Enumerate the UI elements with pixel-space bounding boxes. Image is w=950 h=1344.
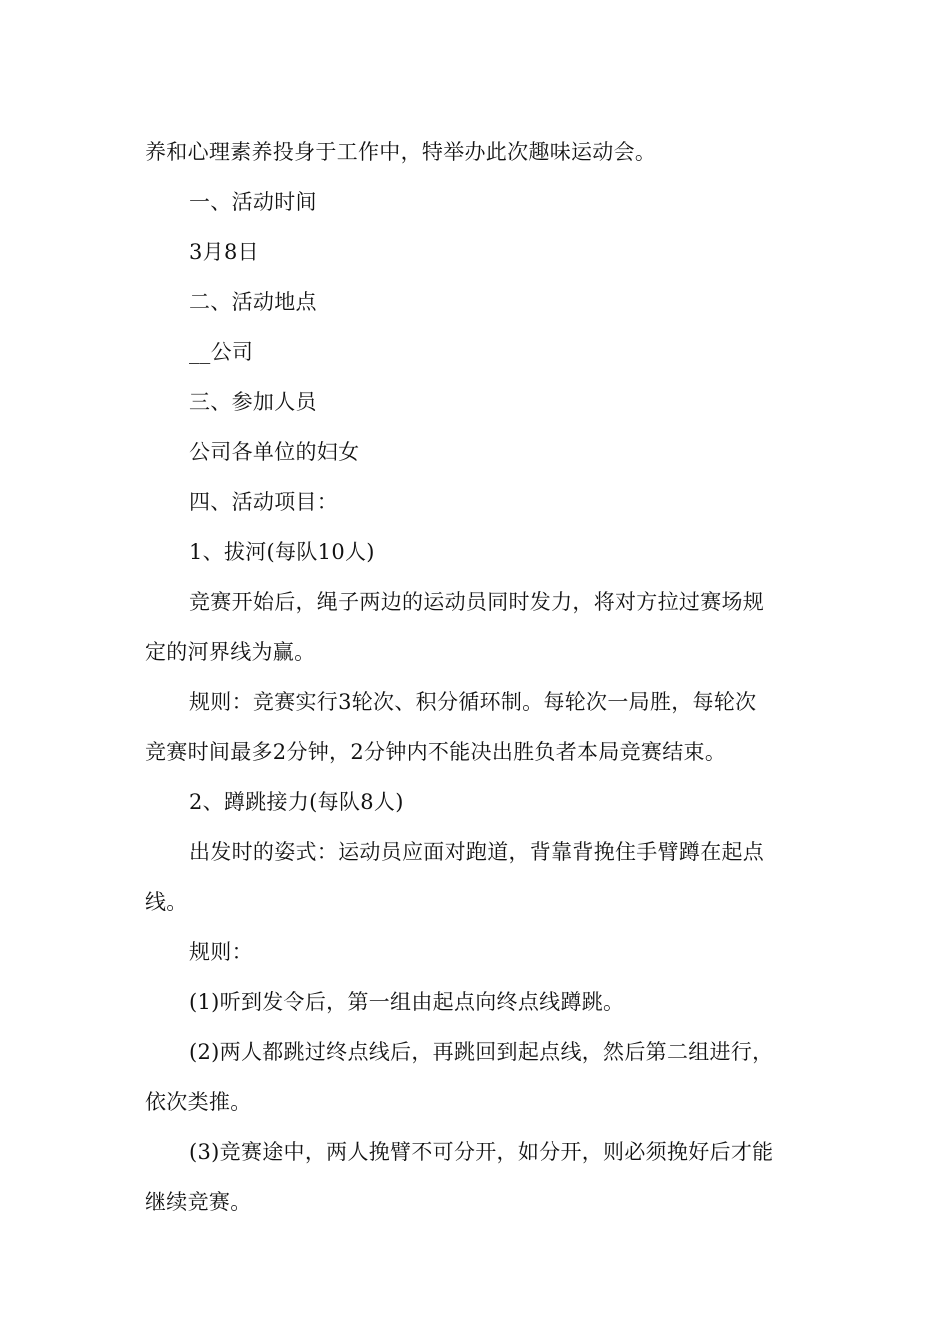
paragraph-line: 3月8日	[189, 240, 259, 264]
list-item: (2)两人都跳过终点线后，再跳回到起点线，然后第二组进行，	[189, 1040, 774, 1064]
paragraph-line: 继续竞赛。	[145, 1190, 252, 1214]
section-heading-time: 一、活动时间	[189, 190, 317, 214]
paragraph-line: __公司	[189, 340, 254, 364]
subheading-tug-of-war: 1、拔河(每队10人)	[189, 540, 375, 564]
section-heading-location: 二、活动地点	[189, 290, 317, 314]
paragraph-line: 养和心理素养投身于工作中，特举办此次趣味运动会。	[145, 140, 657, 164]
list-item: (1)听到发令后，第一组由起点向终点线蹲跳。	[189, 990, 625, 1014]
paragraph-line: 依次类推。	[145, 1090, 252, 1114]
paragraph-line: 竞赛开始后，绳子两边的运动员同时发力，将对方拉过赛场规	[189, 590, 765, 614]
paragraph-line: 规则：	[189, 940, 253, 964]
section-heading-events: 四、活动项目：	[189, 490, 339, 514]
subheading-squat-jump-relay: 2、蹲跳接力(每队8人)	[189, 790, 404, 814]
document-body	[145, 127, 810, 1227]
paragraph-line: 规则：竞赛实行3轮次、积分循环制。每轮次一局胜，每轮次	[189, 690, 757, 714]
paragraph-line: 公司各单位的妇女	[189, 440, 360, 464]
section-heading-participants: 三、参加人员	[189, 390, 317, 414]
paragraph-line: 出发时的姿式：运动员应面对跑道，背靠背挽住手臂蹲在起点	[189, 840, 765, 864]
list-item: (3)竞赛途中，两人挽臂不可分开，如分开，则必须挽好后才能	[189, 1140, 774, 1164]
paragraph-line: 线。	[145, 890, 188, 914]
paragraph-line: 竞赛时间最多2分钟，2分钟内不能决出胜负者本局竞赛结束。	[145, 740, 727, 764]
paragraph-line: 定的河界线为赢。	[145, 640, 316, 664]
